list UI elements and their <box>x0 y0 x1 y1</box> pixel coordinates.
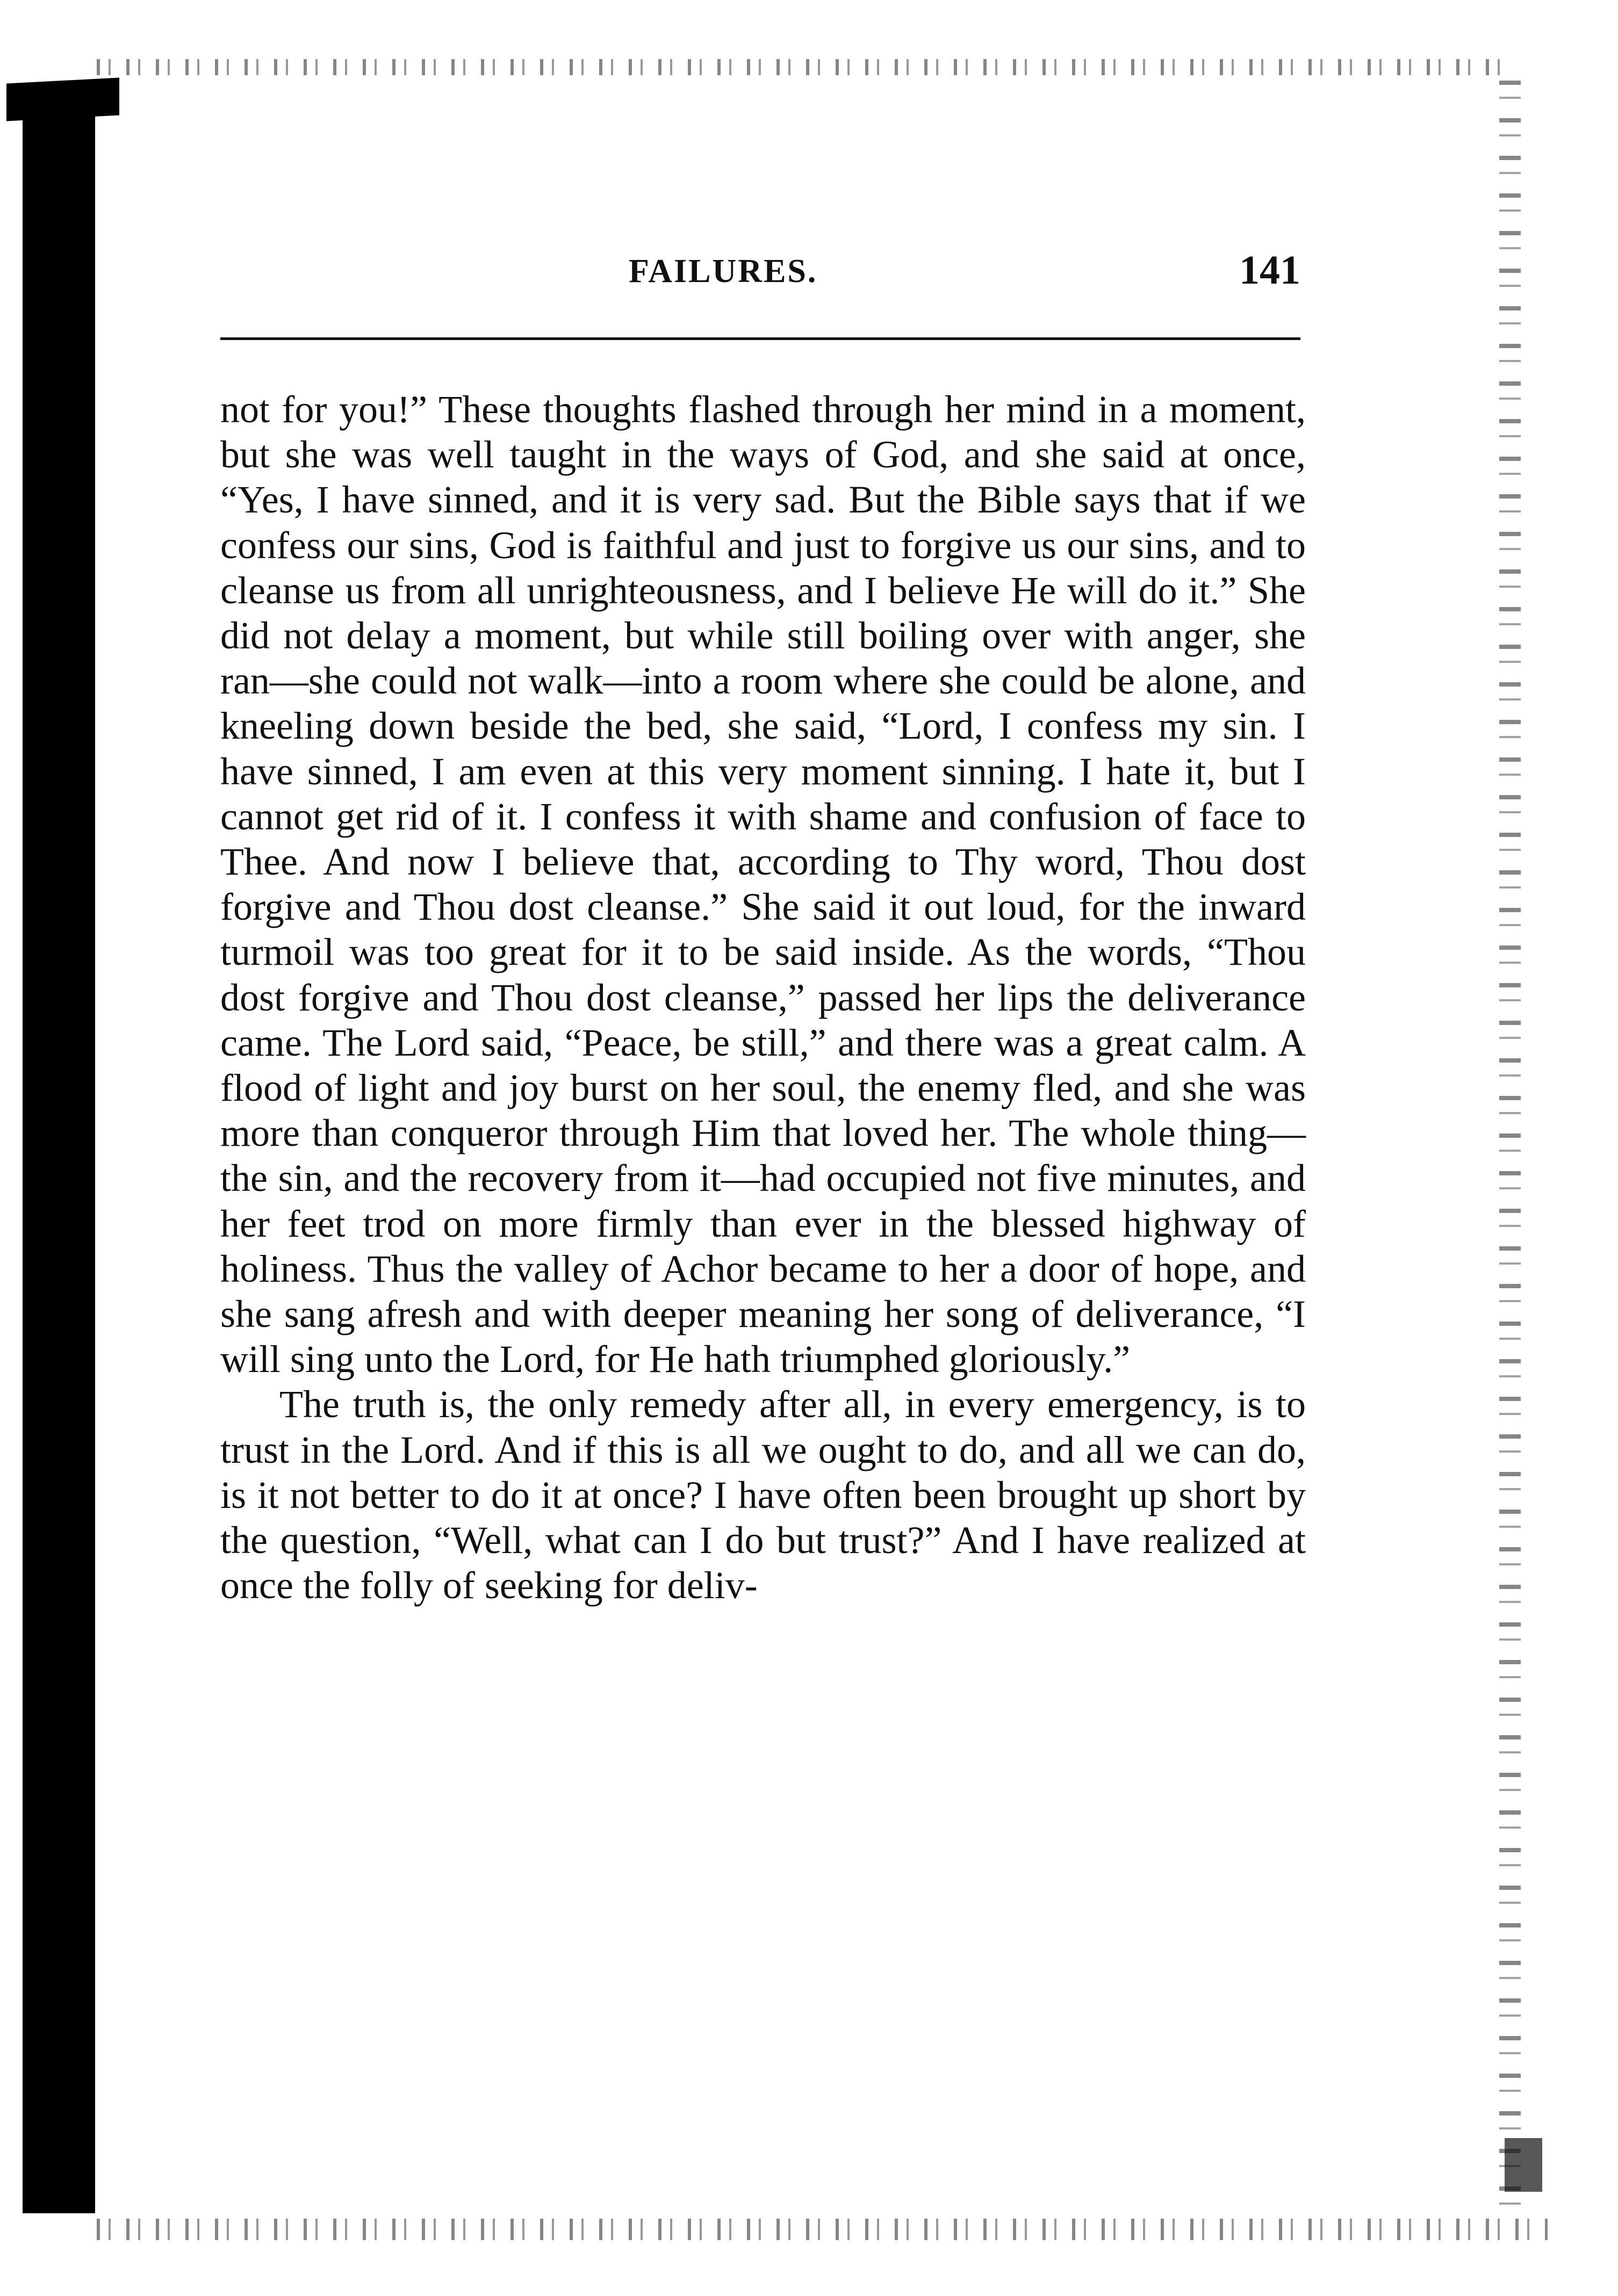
running-head: FAILURES. <box>629 253 818 290</box>
page-header <box>220 247 1300 301</box>
scan-corner-mark <box>1505 2138 1542 2192</box>
scan-edge-noise-top <box>97 59 1515 75</box>
scan-binding-shadow <box>23 86 95 2213</box>
body-text <box>220 387 1306 1608</box>
paragraph: The truth is, the only remedy after all, in every emergency, is to trust in the Lord. And if this is all we ought to do, and all we can do, is it not better to do it at once? I have often been brought up short by the question, “Well, what can I do but trust?” And I have realized at once the folly of seeking for deliv- <box>220 1383 1306 1607</box>
paragraph: not for you!” These thoughts flashed through her mind in a moment, but she was well taught in the ways of God, and she said at once, “Yes, I have sinned, and it is very sad. But the Bible says that if we confess our sins, God is faithful and just to forgive us our sins, and to cleanse us from all unrighteousness, and I believe He will do it.” She did not delay a moment, but while still boiling over with anger, she ran—she could not walk—into a room where she could be alone, and kneeling down beside the bed, she said, “Lord, I confess my sin. I have sinned, I am even at this very moment sinning. I hate it, but I cannot get rid of it. I confess it with shame and confusion of face to Thee. And now I believe that, according to Thy word, Thou dost forgive and Thou dost cleanse.” She said it out loud, for the inward turmoil was too great for it to be said inside. As the words, “Thou dost forgive and Thou dost cleanse,” passed her lips the deliverance came. The Lord said, “Peace, be still,” and there was a great calm. A flood of light and joy burst on her soul, the enemy fled, and she was more than conqueror through Him that loved her. The whole thing—the sin, and the recovery from it—had occupied not five minutes, and her feet trod on more firmly than ever in the blessed highway of holiness. Thus the valley of Achor became to her a door of hope, and she sang afresh and with deeper meaning her song of deliverance, “I will sing unto the Lord, for He hath triumphed gloriously.” <box>220 388 1306 1381</box>
page-number: 141 <box>1239 248 1300 293</box>
scan-binding-shadow-top <box>6 77 119 121</box>
scan-edge-noise-right <box>1499 81 1521 2213</box>
header-rule <box>220 337 1300 340</box>
scan-edge-noise-bottom <box>97 2219 1548 2240</box>
